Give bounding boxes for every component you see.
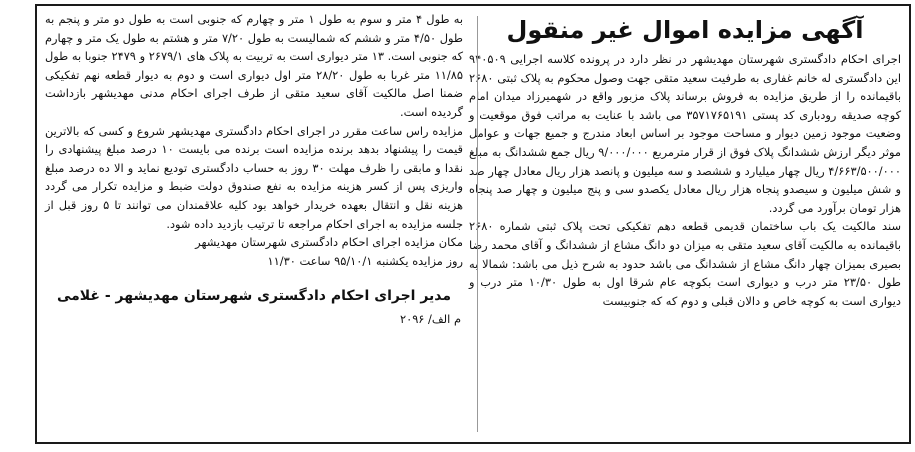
notice-left-column xyxy=(45,10,463,438)
notice-right-column xyxy=(469,10,901,438)
auction-notice xyxy=(35,4,911,444)
auction-date: روز مزایده یکشنبه ۹۵/۱۰/۱ ساعت ۱۱/۳۰ xyxy=(267,253,463,268)
notice-title: آگهی مزایده اموال غیر منقول xyxy=(506,16,864,44)
notice-paragraph: مزایده راس ساعت مقرر در اجرای احکام دادگستری مهدیشهر شروع و کسی که بالاترین قیمت را پیشنهاد بدهد برنده مزایده است برنده می بایست ۱۰ درصد مبلغ پیشنهادی را نقدا و مابقی را ظرف مهلت ۳۰ روز به حساب دادگستری تودیع نماید و الا ده درصد مبلغ واریزی پس از کسر هزینه مزایده به نفع صندوق دولت ضبط و مزایده تکرار می گردد هزینه نقل و انتقال بعهده خریدار خواهد بود کلیه علاقمندان می توانند تا ۵ روز قبل از جلسه مزایده به اجرای احکام مراجعه تا ترتیب بازدید داده شود. xyxy=(45,123,463,231)
notice-paragraph: اجرای احکام دادگستری شهرستان مهدیشهر در نظر دارد در پرونده کلاسه اجرایی ۹۴۰۵۰۹ این دادگستری له خانم غفاری به طرفیت سعید متقی جهت وصول محکوم به پلاک ثبتی ۲۶۸۰ باقیمانده را از طریق مزایده به فروش برساند پلاک مزبور واقع در شهمیرزاد میدان امام کوچه صدیقه رودباری کد پستی ۳۵۷۱۷۶۵۱۹۱ می باشد با عنایت به مراتب فوق موقعیت و وضعیت موجود زمین دیوار و مساحت موجود بر اساس ابعاد مندرج و جمیع جهات و عوامل موثر دیگر ارزش ششدانگ پلاک فوق از قرار مترمربع ۹/۰۰۰/۰۰۰ ریال جمع ششدانگ به مبلغ ۴/۶۶۳/۵۰۰/۰۰۰ ریال چهار میلیارد و ششصد و سه میلیون و پانصد هزار ریال معادل چهار صد و شش میلیون و سیصدو پنجاه هزار ریال معادل یکصدو سی و پنج میلیون و چهار صد پنجاه هزار تومان برآورد می گردد. xyxy=(469,52,901,215)
notice-paragraph: سند مالکیت یک باب ساختمان قدیمی قطعه دهم تفکیکی تحت پلاک ثبتی شماره ۲۶۸۰ باقیمانده به مالکیت آقای سعید متقی به میزان دو دانگ مشاع از ششدانگ و آقای محمد رضا بصیری بمیزان چهار دانگ مشاع از ششدانگ می باشد حدود به شرح ذیل می باشد: شمالا به طول ۲۳/۵۰ متر درب و دیواری است بکوچه عام شرقا اول به طول ۱۰/۳۰ متر درب و دیواری است به کوچه خاص و دالان قبلی و دوم که که جنوبیست xyxy=(469,219,901,308)
notice-code: م الف/ ۲۰۹۶ xyxy=(399,312,461,327)
column-divider xyxy=(477,16,478,432)
notice-signature: مدیر اجرای احکام دادگستری شهرستان مهدیشهر - غلامی xyxy=(56,288,452,305)
auction-location: مکان مزایده اجرای احکام دادگستری شهرستان مهدیشهر xyxy=(195,235,463,250)
notice-paragraph: به طول ۴ متر و سوم به طول ۱ متر و چهارم که جنوبی است به طول دو متر و پنجم به طول ۴/۵۰ متر و ششم که شمالیست به طول ۷/۲۰ متر و هشتم به طول یک متر و چهارم که جنوبی است. ۱۳ متر دیواری است به تربیت به پلاک های ۲۶۷۹/۱ و ۲۴۷۹ جنوبا به طول ۱۱/۸۵ متر غربا به طول ۲۸/۲۰ متر اول دیواری است و دوم به دیوار قطعه نهم تفکیکی ضمنا اصل مالکیت آقای سعید متقی از طرف اجرای احکام مدنی مهدیشهر بازداشت گردیده است. xyxy=(45,12,464,119)
